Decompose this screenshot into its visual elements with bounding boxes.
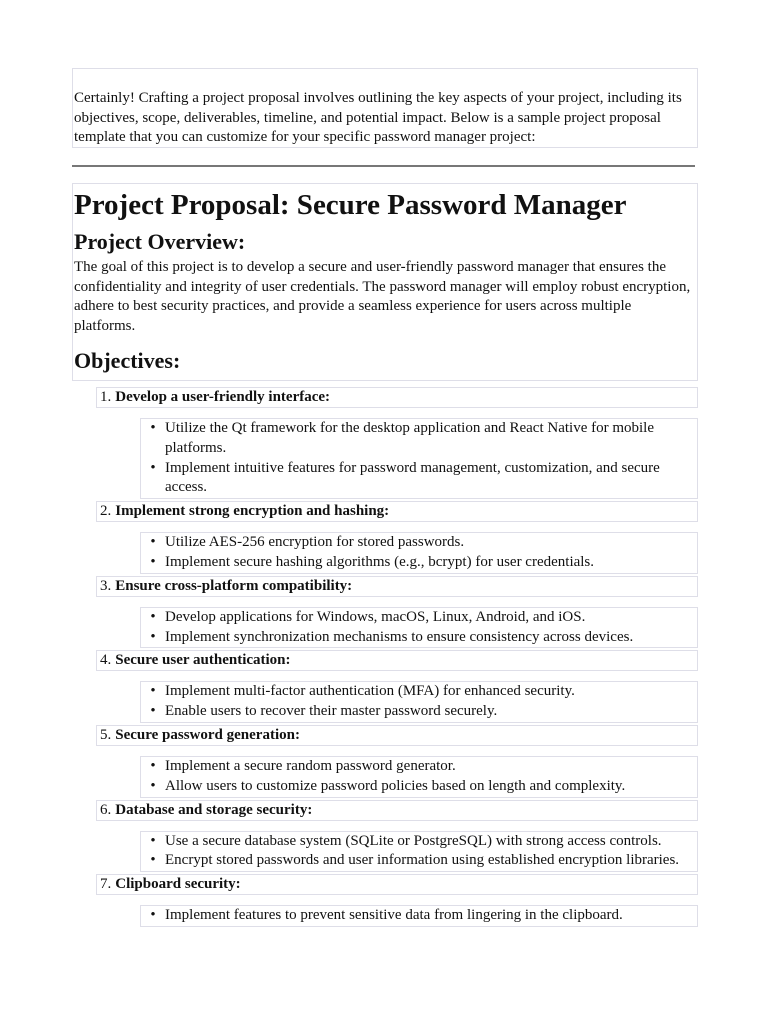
bullet-item <box>141 608 693 628</box>
bullet-icon: • <box>150 628 156 645</box>
objective-title: Clipboard security: <box>115 876 241 893</box>
objective-number: 4. <box>100 652 112 669</box>
bullet-item <box>141 533 693 553</box>
objective-number: 6. <box>100 801 112 818</box>
objective-title: Implement strong encryption and hashing: <box>115 503 390 520</box>
bullet-item <box>141 628 693 648</box>
overview-heading: Project Overview: <box>74 229 246 254</box>
overview-text: The goal of this project is to develop a secure and user-friendly password manager that ensures the confidentiality and integrity of user credentials. The password manager will employ robust encryption, adhere to best security practices, and provide a seamless experience for users across multiple platforms. <box>74 259 691 334</box>
bullet-icon: • <box>150 683 156 700</box>
page-title: Project Proposal: Secure Password Manager <box>74 189 627 221</box>
objective-bullets <box>140 532 698 574</box>
objective-item <box>96 501 698 522</box>
bullet-icon: • <box>150 553 156 570</box>
objective-title: Secure user authentication: <box>115 652 291 669</box>
objective-item <box>96 576 698 597</box>
bullet-text: Enable users to recover their master password securely. <box>165 703 498 720</box>
bullet-icon: • <box>150 757 156 774</box>
objective-item <box>96 874 698 895</box>
objective-item <box>96 800 698 821</box>
objective-bullets <box>140 607 698 649</box>
bullet-icon: • <box>150 777 156 794</box>
objective-item <box>96 725 698 746</box>
objective-bullets <box>140 905 698 927</box>
objective-title: Database and storage security: <box>115 801 313 818</box>
bullet-icon: • <box>150 907 156 924</box>
bullet-item <box>141 419 693 459</box>
objective-bullets <box>140 418 698 499</box>
bullet-text: Implement multi-factor authentication (MFA) for enhanced security. <box>165 683 575 700</box>
bullet-item <box>141 702 693 722</box>
bullet-text: Develop applications for Windows, macOS, Linux, Android, and iOS. <box>165 608 586 625</box>
divider <box>72 165 695 167</box>
bullet-text: Use a secure database system (SQLite or PostgreSQL) with strong access controls. <box>165 832 662 849</box>
bullet-icon: • <box>150 459 156 476</box>
bullet-item <box>141 906 693 926</box>
bullet-text: Utilize AES-256 encryption for stored passwords. <box>165 534 465 551</box>
objective-item <box>96 650 698 671</box>
bullet-item <box>141 682 693 702</box>
proposal-header-section <box>72 183 698 381</box>
bullet-item <box>141 553 693 573</box>
objective-title: Ensure cross-platform compatibility: <box>115 577 353 594</box>
bullet-text: Encrypt stored passwords and user information using established encryption libraries. <box>165 852 680 869</box>
objectives-list <box>96 387 698 929</box>
objective-number: 7. <box>100 876 112 893</box>
bullet-icon: • <box>150 832 156 849</box>
objective-number: 2. <box>100 503 112 520</box>
objective-title: Secure password generation: <box>115 726 300 743</box>
bullet-text: Utilize the Qt framework for the desktop application and React Native for mobile platforms. <box>165 420 655 456</box>
bullet-text: Implement secure hashing algorithms (e.g., bcrypt) for user credentials. <box>165 553 595 570</box>
objective-bullets <box>140 681 698 723</box>
objective-bullets <box>140 756 698 798</box>
bullet-icon: • <box>150 608 156 625</box>
objective-item <box>96 387 698 408</box>
bullet-icon: • <box>150 852 156 869</box>
bullet-item <box>141 757 693 777</box>
bullet-item <box>141 851 693 871</box>
bullet-icon: • <box>150 703 156 720</box>
bullet-icon: • <box>150 534 156 551</box>
bullet-text: Implement features to prevent sensitive data from lingering in the clipboard. <box>165 907 623 924</box>
bullet-icon: • <box>150 420 156 436</box>
bullet-text: Implement a secure random password generator. <box>165 757 456 774</box>
bullet-item <box>141 459 693 499</box>
bullet-text: Allow users to customize password policies based on length and complexity. <box>165 777 626 794</box>
objective-number: 5. <box>100 726 112 743</box>
objective-number: 3. <box>100 577 112 594</box>
objective-bullets <box>140 831 698 873</box>
bullet-text: Implement intuitive features for password management, customization, and secure access. <box>165 459 660 496</box>
objective-title: Develop a user-friendly interface: <box>115 389 331 405</box>
bullet-item <box>141 832 693 852</box>
bullet-item <box>141 777 693 797</box>
objectives-heading: Objectives: <box>74 348 181 374</box>
objective-number: 1. <box>100 389 112 405</box>
bullet-text: Implement synchronization mechanisms to ensure consistency across devices. <box>165 628 634 645</box>
intro-paragraph: Certainly! Crafting a project proposal involves outlining the key aspects of your project, including its objectives, scope, deliverables, timeline, and potential impact. Below is a sample project proposal template that you can customize for your specific password manager project: <box>72 68 698 148</box>
